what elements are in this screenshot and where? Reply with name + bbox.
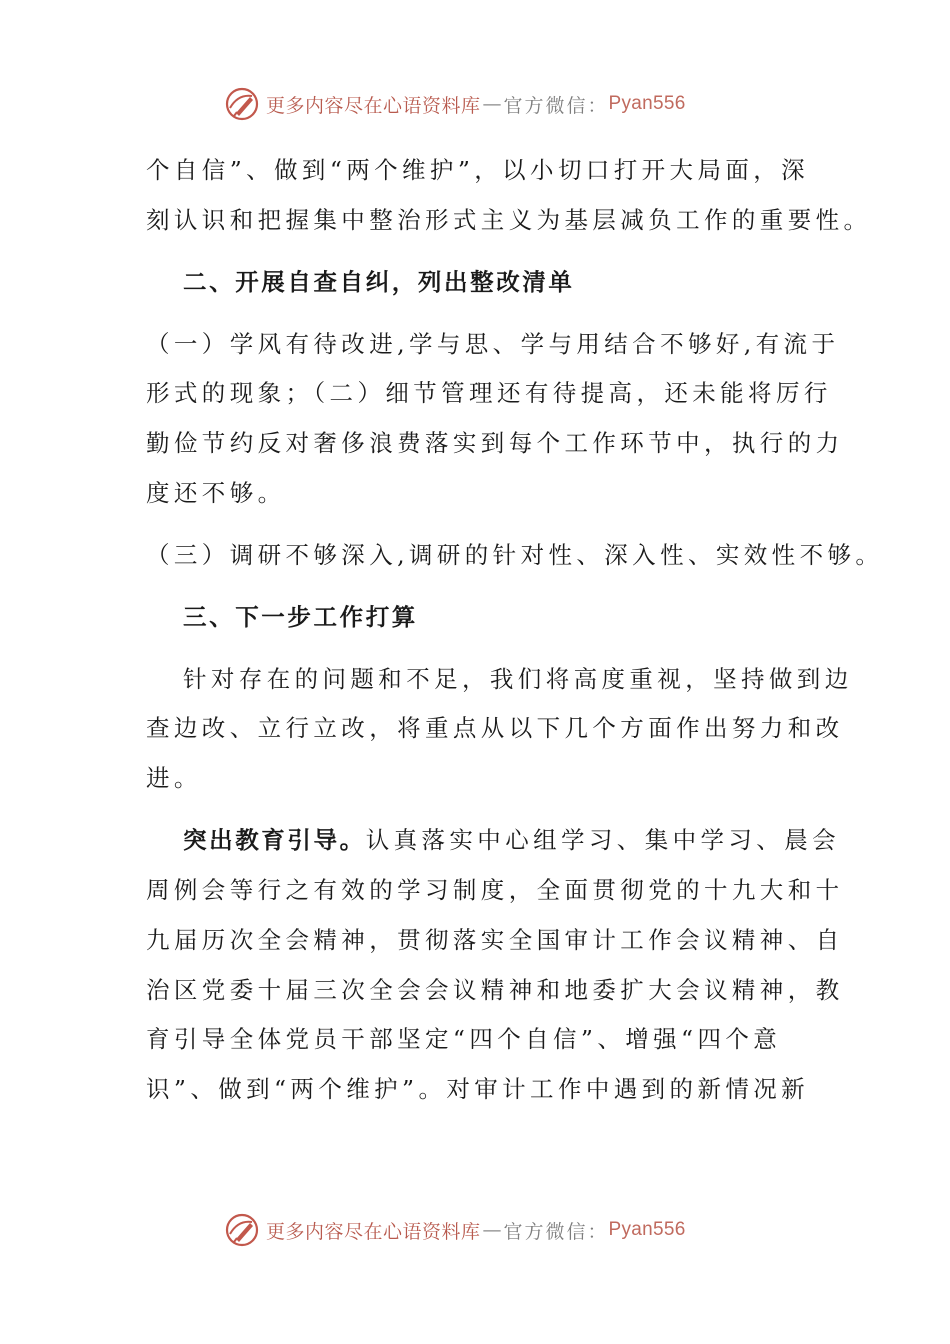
footer-banner (224, 1210, 744, 1250)
paragraph-line: 进。 (146, 764, 202, 792)
banner-dash: — (482, 93, 502, 115)
paragraph-line: 个自信”、做到“两个维护”，以小切口打开大局面，深 (146, 156, 810, 184)
paragraph-line: 育引导全体党员干部坚定“四个自信”、增强“四个意 (146, 1025, 782, 1053)
paragraph-line: 九届历次全会精神，贯彻落实全国审计工作会议精神、自 (146, 926, 844, 954)
pen-nib-circle-logo-icon (224, 1212, 260, 1248)
lead-rest: 认真落实中心组学习、集中学习、晨会 (365, 826, 841, 854)
section-heading-2: 二、开展自查自纠，列出整改清单 (183, 268, 575, 296)
paragraph-line: 刻认识和把握集中整治形式主义为基层减负工作的重要性。 (146, 206, 872, 234)
banner-text: 更多内容尽在心语资料库 (266, 1220, 481, 1243)
section-heading-3: 三、下一步工作打算 (183, 603, 418, 631)
wechat-label: 官方微信： (503, 1220, 609, 1243)
pen-nib-circle-logo-icon (224, 86, 260, 122)
paragraph-line: 治区党委十届三次全会会议精神和地委扩大会议精神，教 (146, 976, 844, 1004)
paragraph-line: 度还不够。 (146, 479, 286, 507)
banner-text: 更多内容尽在心语资料库 (266, 94, 481, 117)
paragraph-line: （一）学风有待改进,学与思、学与用结合不够好,有流于 (146, 330, 840, 358)
wechat-id: Pyan556 (608, 1219, 686, 1240)
bold-lead: 突出教育引导。 (183, 826, 366, 854)
paragraph-line: 周例会等行之有效的学习制度，全面贯彻党的十九大和十 (146, 876, 844, 904)
wechat-label: 官方微信： (503, 94, 609, 117)
paragraph-line: 识”、做到“两个维护”。对审计工作中遇到的新情况新 (146, 1075, 810, 1103)
paragraph-line: 针对存在的问题和不足，我们将高度重视，坚持做到边 (183, 665, 853, 693)
paragraph-line: 勤俭节约反对奢侈浪费落实到每个工作环节中，执行的力 (146, 429, 844, 457)
header-banner (224, 84, 744, 124)
wechat-id: Pyan556 (608, 93, 686, 114)
paragraph-line: 形式的现象；（二）细节管理还有待提高，还未能将厉行 (146, 379, 832, 407)
paragraph-line (183, 825, 840, 855)
paragraph-line: 查边改、立行立改，将重点从以下几个方面作出努力和改 (146, 714, 844, 742)
banner-dash: — (482, 1219, 502, 1241)
paragraph-line: （三）调研不够深入,调研的针对性、深入性、实效性不够。 (146, 541, 884, 569)
